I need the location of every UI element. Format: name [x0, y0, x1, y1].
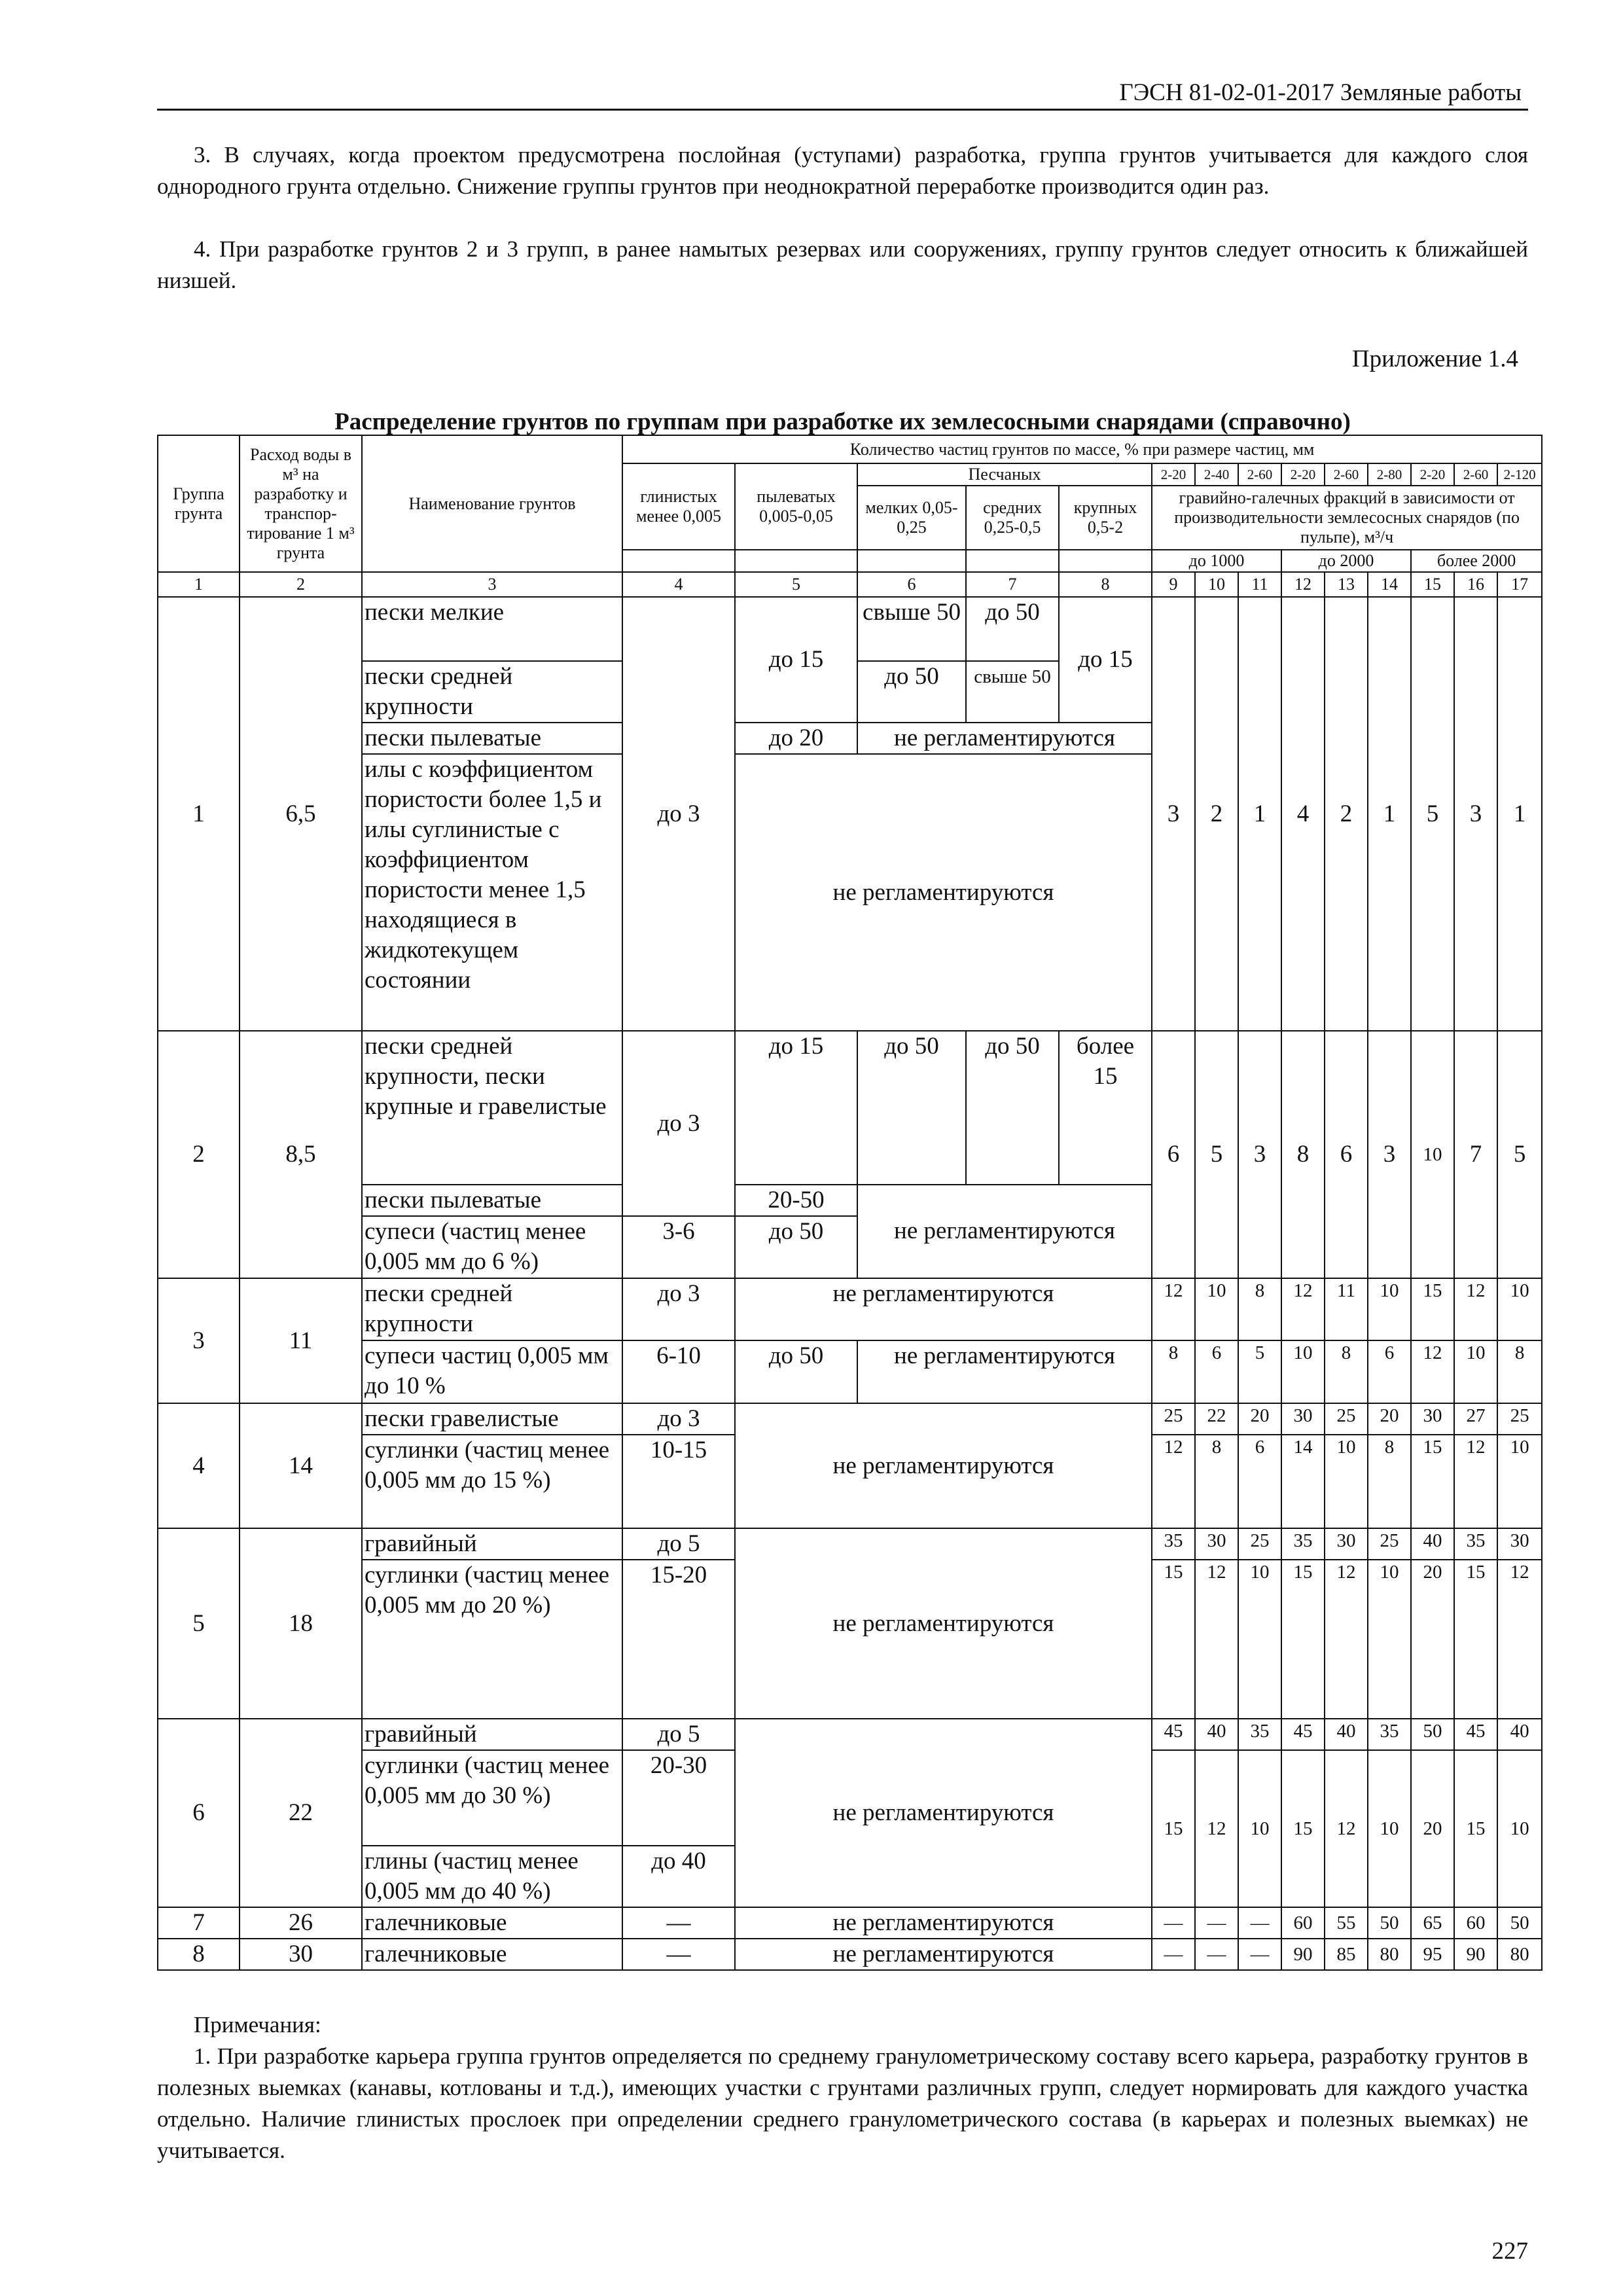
th-fraction: 2-120: [1497, 463, 1542, 486]
value-cell: 8: [1497, 1340, 1542, 1403]
value-cell: 15: [1454, 1750, 1497, 1907]
value-cell: 6: [1152, 1031, 1195, 1278]
notes-title: Примечания:: [194, 2012, 321, 2037]
value-cell: 20: [1238, 1403, 1281, 1435]
value-cell: —: [1195, 1939, 1238, 1970]
value-cell: 10: [1411, 1031, 1454, 1278]
value-cell: 10: [1281, 1340, 1325, 1403]
water-cell: 11: [240, 1278, 362, 1403]
value-cell: 8: [1281, 1031, 1325, 1278]
value-cell: —: [1238, 1939, 1281, 1970]
value-cell: 12: [1152, 1435, 1195, 1528]
table-row: [158, 1403, 1542, 1435]
value-cell: 30: [1195, 1528, 1238, 1560]
col-number: 14: [1368, 572, 1411, 597]
value-cell: 35: [1238, 1719, 1281, 1750]
header-title: ГЭСН 81-02-01-2017 Земляные работы: [1119, 79, 1522, 106]
value-cell: 15: [1281, 1750, 1325, 1907]
value-cell: 14: [1281, 1435, 1325, 1528]
group-cell: 8: [158, 1939, 240, 1970]
value-cell: 10: [1497, 1750, 1542, 1907]
value-cell: 7: [1454, 1031, 1497, 1278]
value-cell: 60: [1281, 1907, 1325, 1939]
water-cell: 26: [240, 1907, 362, 1939]
value-cell: 1: [1497, 597, 1542, 1031]
value-cell: 22: [1195, 1403, 1238, 1435]
notes-section: [157, 2009, 1528, 2166]
water-cell: 30: [240, 1939, 362, 1970]
silt-cell: до 50: [735, 1216, 857, 1278]
value-cell: 10: [1368, 1750, 1411, 1907]
value-cell: 12: [1152, 1278, 1195, 1340]
col-number: 3: [362, 572, 622, 597]
value-cell: 10: [1325, 1435, 1368, 1528]
sand-fine-cell: свыше 50: [857, 597, 966, 661]
group-cell: 5: [158, 1528, 240, 1719]
value-cell: 1: [1368, 597, 1411, 1031]
value-cell: 10: [1497, 1435, 1542, 1528]
th-fraction: 2-60: [1454, 463, 1497, 486]
value-cell: 12: [1454, 1278, 1497, 1340]
value-cell: 85: [1325, 1939, 1368, 1970]
clay-cell: 20-30: [622, 1750, 735, 1846]
soil-name: глины (частиц менее 0,005 мм до 40 %): [362, 1846, 622, 1907]
th-perf: до 2000: [1281, 550, 1411, 572]
col-number: 7: [966, 572, 1059, 597]
th-perf: до 1000: [1152, 550, 1281, 572]
col-number: 17: [1497, 572, 1542, 597]
clay-cell: 15-20: [622, 1560, 735, 1719]
value-cell: 35: [1152, 1528, 1195, 1560]
th-water: Расход воды в м³ на разработку и транспор-тирование 1 м³ грунта: [240, 435, 362, 572]
value-cell: 25: [1238, 1528, 1281, 1560]
column-numbers-row: [158, 572, 1542, 597]
th-name: Наименование грунтов: [362, 435, 622, 572]
silt-cell: до 50: [735, 1340, 857, 1403]
soil-name: суглинки (частиц менее 0,005 мм до 15 %): [362, 1435, 622, 1528]
sand-mid-cell: до 50: [966, 1031, 1059, 1185]
soil-name: пески средней крупности: [362, 661, 622, 723]
clay-cell: —: [622, 1907, 735, 1939]
value-cell: 80: [1368, 1939, 1411, 1970]
value-cell: 6: [1368, 1340, 1411, 1403]
value-cell: 40: [1325, 1719, 1368, 1750]
value-cell: 12: [1325, 1560, 1368, 1719]
soil-name: пески средней крупности: [362, 1278, 622, 1340]
value-cell: 90: [1454, 1939, 1497, 1970]
th-fraction: 2-20: [1152, 463, 1195, 486]
value-cell: 15: [1152, 1750, 1195, 1907]
value-cell: 10: [1497, 1278, 1542, 1340]
not-regulated-cell: не регламентируются: [735, 1278, 1152, 1340]
sand-mid-cell: до 50: [966, 597, 1059, 661]
value-cell: 40: [1497, 1719, 1542, 1750]
table-row: [158, 1907, 1542, 1939]
water-cell: 6,5: [240, 597, 362, 1031]
th-fraction: 2-20: [1281, 463, 1325, 486]
value-cell: 50: [1497, 1907, 1542, 1939]
clay-cell: до 40: [622, 1846, 735, 1907]
value-cell: 12: [1454, 1435, 1497, 1528]
soil-name: пески пылеватые: [362, 723, 622, 754]
value-cell: 1: [1238, 597, 1281, 1031]
table-title: Распределение грунтов по группам при разработке их землесосными снарядами (справочно): [334, 408, 1351, 435]
header-row-1: [158, 435, 1542, 463]
value-cell: —: [1238, 1907, 1281, 1939]
clay-cell: 10-15: [622, 1435, 735, 1528]
value-cell: 6: [1195, 1340, 1238, 1403]
value-cell: 4: [1281, 597, 1325, 1031]
soil-name: суглинки (частиц менее 0,005 мм до 20 %): [362, 1560, 622, 1719]
value-cell: 12: [1195, 1750, 1238, 1907]
col-number: 13: [1325, 572, 1368, 597]
value-cell: 30: [1281, 1403, 1325, 1435]
soil-name: гравийный: [362, 1719, 622, 1750]
running-header: [157, 77, 1528, 111]
value-cell: 35: [1368, 1719, 1411, 1750]
value-cell: 15: [1411, 1278, 1454, 1340]
value-cell: 3: [1368, 1031, 1411, 1278]
note-item: 1. При разработке карьера группа грунтов определяется по среднему гранулометрическому составу всего карьера, разработку грунтов в полезных выемках (канавы, котлованы и т.д.), имеющих участки с грунтами различных групп, следует нормировать для каждого участка отдельно. Наличие глинистых прослоек при определении среднего гранулометрического состава (в карьерах и полезных выемках) не учитывается.: [157, 2043, 1528, 2163]
not-regulated-cell: не регламентируются: [735, 754, 1152, 1031]
soil-name: пески пылеватые: [362, 1185, 622, 1216]
value-cell: 20: [1411, 1750, 1454, 1907]
clay-cell: до 5: [622, 1719, 735, 1750]
soil-name: суглинки (частиц менее 0,005 мм до 30 %): [362, 1750, 622, 1846]
value-cell: 10: [1368, 1560, 1411, 1719]
value-cell: 15: [1454, 1560, 1497, 1719]
not-regulated-cell: не регламентируются: [735, 1719, 1152, 1907]
value-cell: 50: [1411, 1719, 1454, 1750]
sand-coarse-cell: более 15: [1059, 1031, 1152, 1185]
value-cell: 3: [1238, 1031, 1281, 1278]
col-number: 8: [1059, 572, 1152, 597]
value-cell: 10: [1238, 1750, 1281, 1907]
col-number: 16: [1454, 572, 1497, 597]
value-cell: 40: [1411, 1528, 1454, 1560]
not-regulated-cell: не регламентируются: [735, 1403, 1152, 1528]
th-group: Группа грунта: [158, 435, 240, 572]
value-cell: 10: [1454, 1340, 1497, 1403]
value-cell: 12: [1497, 1560, 1542, 1719]
col-number: 9: [1152, 572, 1195, 597]
value-cell: 35: [1454, 1528, 1497, 1560]
sand-fine-cell: до 50: [857, 661, 966, 723]
col-number: 2: [240, 572, 362, 597]
value-cell: 5: [1497, 1031, 1542, 1278]
th-fraction: 2-40: [1195, 463, 1238, 486]
value-cell: 3: [1454, 597, 1497, 1031]
clay-cell: до 3: [622, 1278, 735, 1340]
group-cell: 7: [158, 1907, 240, 1939]
appendix-label: Приложение 1.4: [1351, 346, 1518, 372]
soil-name: галечниковые: [362, 1939, 622, 1970]
col-number: 12: [1281, 572, 1325, 597]
value-cell: 6: [1325, 1031, 1368, 1278]
value-cell: 5: [1411, 597, 1454, 1031]
col-number: 1: [158, 572, 240, 597]
soil-name: галечниковые: [362, 1907, 622, 1939]
water-cell: 18: [240, 1528, 362, 1719]
value-cell: 15: [1411, 1435, 1454, 1528]
th-silt: пылеватых 0,005-0,05: [735, 463, 857, 550]
soil-name: пески средней крупности, пески крупные и гравелистые: [362, 1031, 622, 1185]
table-row: [158, 1278, 1542, 1340]
value-cell: 20: [1411, 1560, 1454, 1719]
table-row: [158, 1031, 1542, 1185]
col-number: 11: [1238, 572, 1281, 597]
th-gravel: гравийно-галечных фракций в зависимости от производительности землесосных снарядов (по пульпе), м³/ч: [1152, 486, 1542, 550]
not-regulated-cell: не регламентируются: [735, 1907, 1152, 1939]
col-number: 15: [1411, 572, 1454, 597]
group-cell: 3: [158, 1278, 240, 1403]
value-cell: 25: [1325, 1403, 1368, 1435]
value-cell: 3: [1152, 597, 1195, 1031]
th-clay: глинистых менее 0,005: [622, 463, 735, 550]
value-cell: 12: [1411, 1340, 1454, 1403]
value-cell: 10: [1195, 1278, 1238, 1340]
soil-groups-table: [157, 435, 1543, 1971]
value-cell: 2: [1195, 597, 1238, 1031]
value-cell: 5: [1238, 1340, 1281, 1403]
value-cell: 25: [1368, 1528, 1411, 1560]
value-cell: 6: [1238, 1435, 1281, 1528]
value-cell: 20: [1368, 1403, 1411, 1435]
soil-name: супеси частиц 0,005 мм до 10 %: [362, 1340, 622, 1403]
value-cell: 15: [1281, 1560, 1325, 1719]
value-cell: 10: [1368, 1278, 1411, 1340]
table-row: [158, 1528, 1542, 1560]
value-cell: —: [1195, 1907, 1238, 1939]
value-cell: 8: [1368, 1435, 1411, 1528]
not-regulated-cell: не регламентируются: [857, 1216, 1152, 1278]
water-cell: 8,5: [240, 1031, 362, 1278]
value-cell: 2: [1325, 597, 1368, 1031]
not-regulated-cell: не регламентируются: [857, 1340, 1152, 1403]
clay-cell: 6-10: [622, 1340, 735, 1403]
table-row: [158, 1719, 1542, 1750]
value-cell: 5: [1195, 1031, 1238, 1278]
table-row: [158, 1340, 1542, 1403]
group-cell: 1: [158, 597, 240, 1031]
col-number: 4: [622, 572, 735, 597]
silt-cell: до 15: [735, 1031, 857, 1185]
clay-cell: до 3: [622, 1403, 735, 1435]
value-cell: —: [1152, 1907, 1195, 1939]
not-regulated-cell: не регламентируются: [735, 1528, 1152, 1719]
value-cell: 95: [1411, 1939, 1454, 1970]
value-cell: 25: [1497, 1403, 1542, 1435]
value-cell: 12: [1281, 1278, 1325, 1340]
value-cell: 30: [1411, 1403, 1454, 1435]
th-sand-mid: средних 0,25-0,5: [966, 486, 1059, 550]
value-cell: 80: [1497, 1939, 1542, 1970]
th-fraction: 2-60: [1325, 463, 1368, 486]
clay-cell: 3-6: [622, 1216, 735, 1278]
value-cell: 65: [1411, 1907, 1454, 1939]
value-cell: 40: [1195, 1719, 1238, 1750]
th-fraction: 2-60: [1238, 463, 1281, 486]
intro-paragraph-3: 3. В случаях, когда проектом предусмотрена послойная (уступами) разработка, группа грунтов учитывается для каждого слоя однородного грунта отдельно. Снижение группы грунтов при неоднократной переработке производится один раз.: [157, 142, 1528, 199]
silt-cell: до 15: [735, 597, 857, 723]
value-cell: 8: [1238, 1278, 1281, 1340]
soil-name: супеси (частиц менее 0,005 мм до 6 %): [362, 1216, 622, 1278]
col-number: 6: [857, 572, 966, 597]
silt-cell: до 20: [735, 723, 857, 754]
th-sand: Песчаных: [857, 463, 1152, 486]
th-fraction: 2-20: [1411, 463, 1454, 486]
table-row: [158, 1939, 1542, 1970]
soil-name: илы с коэффициентом пористости более 1,5 и илы суглинистые с коэффициентом пористости менее 1,5 находящиеся в жидкотекущем состоянии: [362, 754, 622, 1031]
soil-name: пески гравелистые: [362, 1403, 622, 1435]
sand-coarse-cell: до 15: [1059, 597, 1152, 723]
sand-fine-cell: до 50: [857, 1031, 966, 1185]
th-sand-coarse: крупных 0,5-2: [1059, 486, 1152, 550]
value-cell: 27: [1454, 1403, 1497, 1435]
value-cell: —: [1152, 1939, 1195, 1970]
clay-cell: —: [622, 1939, 735, 1970]
clay-cell: до 3: [622, 1031, 735, 1216]
intro-paragraph-4: 4. При разработке грунтов 2 и 3 групп, в ранее намытых резервах или сооружениях, группу грунтов следует относить к ближайшей низшей.: [157, 236, 1528, 293]
value-cell: 8: [1195, 1435, 1238, 1528]
value-cell: 55: [1325, 1907, 1368, 1939]
value-cell: 35: [1281, 1528, 1325, 1560]
table-row: [158, 597, 1542, 661]
col-number: 5: [735, 572, 857, 597]
value-cell: 25: [1152, 1403, 1195, 1435]
value-cell: 60: [1454, 1907, 1497, 1939]
value-cell: 45: [1281, 1719, 1325, 1750]
group-cell: 6: [158, 1719, 240, 1907]
value-cell: 90: [1281, 1939, 1325, 1970]
value-cell: 12: [1195, 1560, 1238, 1719]
value-cell: 8: [1152, 1340, 1195, 1403]
th-sand-fine: мелких 0,05-0,25: [857, 486, 966, 550]
col-number: 10: [1195, 572, 1238, 597]
value-cell: 11: [1325, 1278, 1368, 1340]
not-regulated-cell: не регламентируются: [857, 723, 1152, 754]
value-cell: 12: [1325, 1750, 1368, 1907]
value-cell: 10: [1238, 1560, 1281, 1719]
value-cell: 30: [1497, 1528, 1542, 1560]
silt-cell: 20-50: [735, 1185, 857, 1216]
soil-name: гравийный: [362, 1528, 622, 1560]
th-perf: более 2000: [1411, 550, 1542, 572]
value-cell: 8: [1325, 1340, 1368, 1403]
value-cell: 45: [1454, 1719, 1497, 1750]
th-fraction: 2-80: [1368, 463, 1411, 486]
value-cell: 50: [1368, 1907, 1411, 1939]
page-number: 227: [1491, 2238, 1528, 2265]
sand-mid-cell: свыше 50: [966, 661, 1059, 723]
group-cell: 4: [158, 1403, 240, 1528]
water-cell: 22: [240, 1719, 362, 1907]
not-regulated-cell: не регламентируются: [735, 1939, 1152, 1970]
clay-cell: до 3: [622, 597, 735, 1031]
soil-name: пески мелкие: [362, 597, 622, 661]
value-cell: 30: [1325, 1528, 1368, 1560]
value-cell: 15: [1152, 1560, 1195, 1719]
clay-cell: до 5: [622, 1528, 735, 1560]
group-cell: 2: [158, 1031, 240, 1278]
th-particles: Количество частиц грунтов по массе, % при размере частиц, мм: [622, 435, 1542, 463]
value-cell: 45: [1152, 1719, 1195, 1750]
water-cell: 14: [240, 1403, 362, 1528]
